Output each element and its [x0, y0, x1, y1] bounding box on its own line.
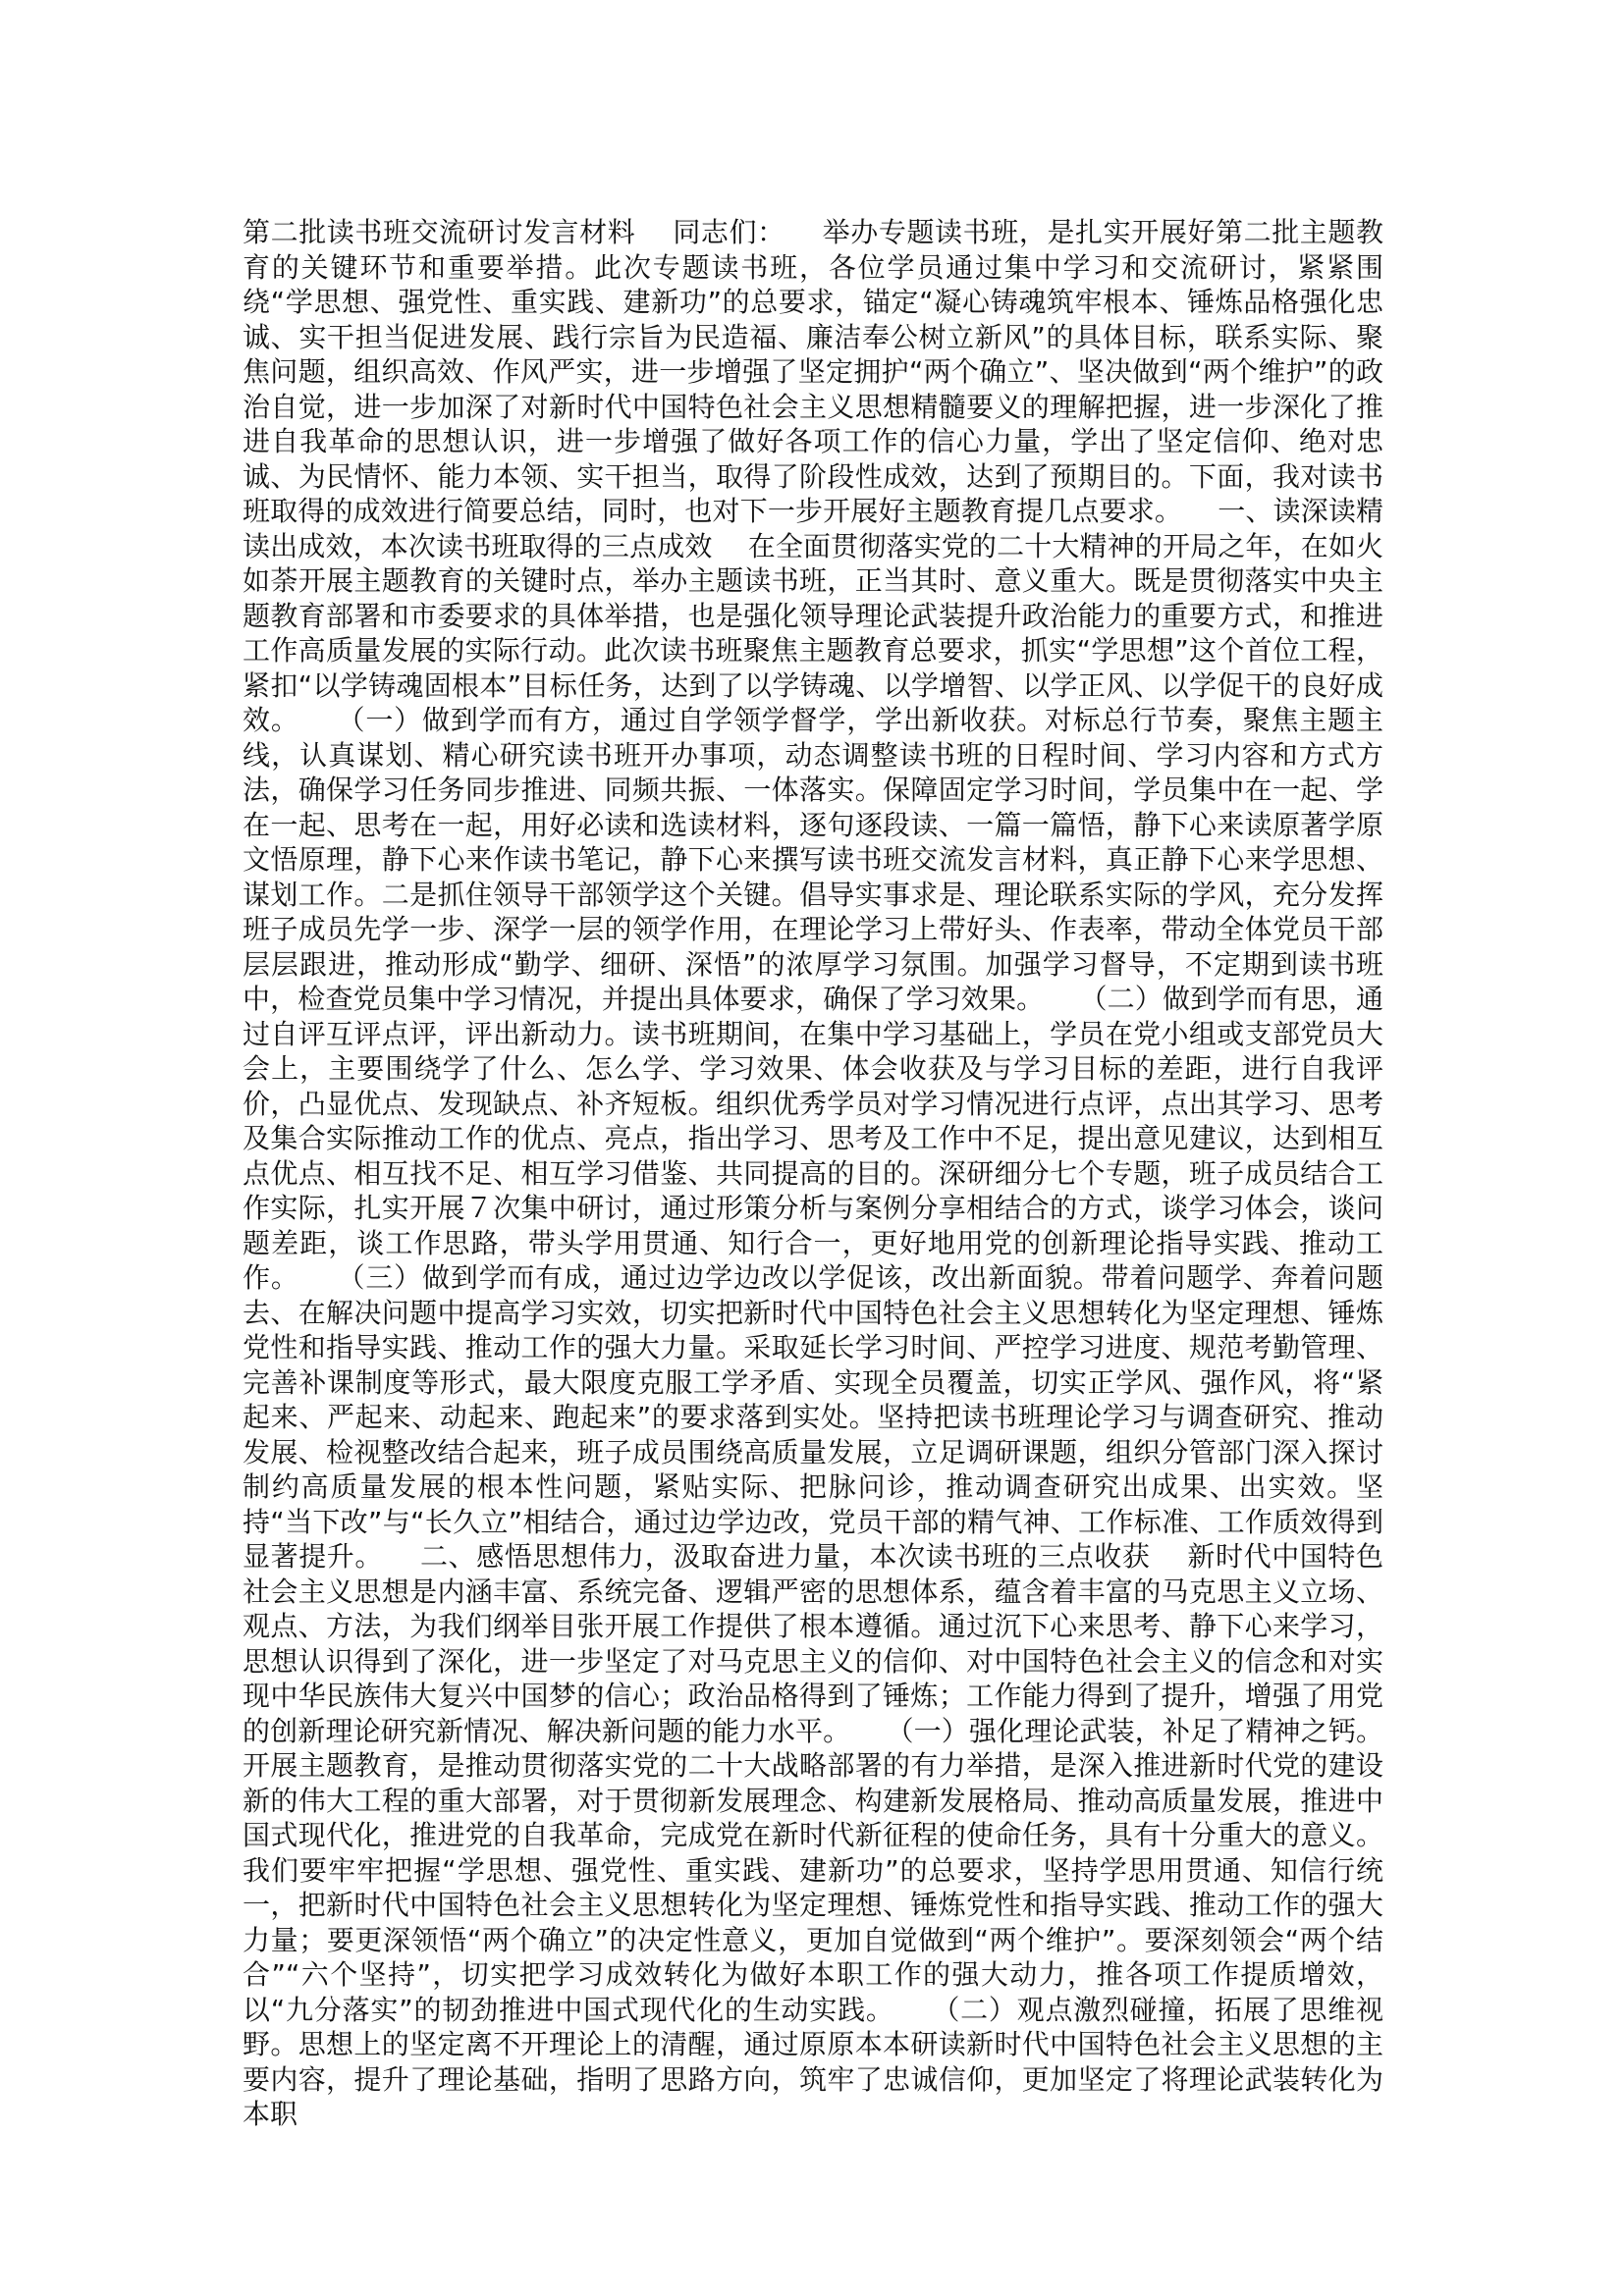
- body-text: 第二批读书班交流研讨发言材料 同志们： 举办专题读书班，是扎实开展好第二批主题教育的关键环节和重要举措。此次专题读书班，各位学员通过集中学习和交流研讨，紧紧围绕“学思想、强党性、重实践、建新功”的总要求，锚定“凝心铸魂筑牢根本、锤炼品格强化忠诚、实干担当促进发展、践行宗旨为民造福、廉洁奉公树立新风”的具体目标，联系实际、聚焦问题，组织高效、作风严实，进一步增强了坚定拥护“两个确立”、坚决做到“两个维护”的政治自觉，进一步加深了对新时代中国特色社会主义思想精髓要义的理解把握，进一步深化了推进自我革命的思想认识，进一步增强了做好各项工作的信心力量，学出了坚定信仰、绝对忠诚、为民情怀、能力本领、实干担当，取得了阶段性成效，达到了预期目的。下面，我对读书班取得的成效进行简要总结，同时，也对下一步开展好主题教育提几点要求。 一、读深读精读出成效，本次读书班取得的三点成效 在全面贯彻落实党的二十大精神的开局之年，在如火如荼开展主题教育的关键时点，举办主题读书班，正当其时、意义重大。既是贯彻落实中央主题教育部署和市委要求的具体举措，也是强化领导理论武装提升政治能力的重要方式，和推进工作高质量发展的实际行动。此次读书班聚焦主题教育总要求，抓实“学思想”这个首位工程，紧扣“以学铸魂固根本”目标任务，达到了以学铸魂、以学增智、以学正风、以学促干的良好成效。 （一）做到学而有方，通过自学领学督学，学出新收获。对标总行节奏，聚焦主题主线，认真谋划、精心研究读书班开办事项，动态调整读书班的日程时间、学习内容和方式方法，确保学习任务同步推进、同频共振、一体落实。保障固定学习时间，学员集中在一起、学在一起、思考在一起，用好必读和选读材料，逐句逐段读、一篇一篇悟，静下心来读原著学原文悟原理，静下心来作读书笔记，静下心来撰写读书班交流发言材料，真正静下心来学思想、谋划工作。二是抓住领导干部领学这个关键。倡导实事求是、理论联系实际的学风，充分发挥班子成员先学一步、深学一层的领学作用，在理论学习上带好头、作表率，带动全体党员干部层层跟进，推动形成“勤学、细研、深悟”的浓厚学习氛围。加强学习督导，不定期到读书班中，检查党员集中学习情况，并提出具体要求，确保了学习效果。 （二）做到学而有思，通过自评互评点评，评出新动力。读书班期间，在集中学习基础上，学员在党小组或支部党员大会上，主要围绕学了什么、怎么学、学习效果、体会收获及与学习目标的差距，进行自我评价，凸显优点、发现缺点、补齐短板。组织优秀学员对学习情况进行点评，点出其学习、思考及集合实际推动工作的优点、亮点，指出学习、思考及工作中不足，提出意见建议，达到相互点优点、相互找不足、相互学习借鉴、共同提高的目的。深研细分七个专题，班子成员结合工作实际，扎实开展７次集中研讨，通过形策分析与案例分享相结合的方式，谈学习体会，谈问题差距，谈工作思路，带头学用贯通、知行合一，更好地用党的创新理论指导实践、推动工作。 （三）做到学而有成，通过边学边改以学促该，改出新面貌。带着问题学、奔着问题去、在解决问题中提高学习实效，切实把新时代中国特色社会主义思想转化为坚定理想、锤炼党性和指导实践、推动工作的强大力量。采取延长学习时间、严控学习进度、规范考勤管理、完善补课制度等形式，最大限度克服工学矛盾、实现全员覆盖，切实正学风、强作风，将“紧起来、严起来、动起来、跑起来”的要求落到实处。坚持把读书班理论学习与调查研究、推动发展、检视整改结合起来，班子成员围绕高质量发展，立足调研课题，组织分管部门深入探讨制约高质量发展的根本性问题，紧贴实际、把脉问诊，推动调查研究出成果、出实效。坚持“当下改”与“长久立”相结合，通过边学边改，党员干部的精气神、工作标准、工作质效得到显著提升。 二、感悟思想伟力，汲取奋进力量，本次读书班的三点收获 新时代中国特色社会主义思想是内涵丰富、系统完备、逻辑严密的思想体系，蕴含着丰富的马克思主义立场、观点、方法，为我们纲举目张开展工作提供了根本遵循。通过沉下心来思考、静下心来学习，思想认识得到了深化，进一步坚定了对马克思主义的信仰、对中国特色社会主义的信念和对实现中华民族伟大复兴中国梦的信心；政治品格得到了锤炼；工作能力得到了提升，增强了用党的创新理论研究新情况、解决新问题的能力水平。 （一）强化理论武装，补足了精神之钙。开展主题教育，是推动贯彻落实党的二十大战略部署的有力举措，是深入推进新时代党的建设新的伟大工程的重大部署，对于贯彻新发展理念、构建新发展格局、推动高质量发展，推进中国式现代化，推进党的自我革命，完成党在新时代新征程的使命任务，具有十分重大的意义。我们要牢牢把握“学思想、强党性、重实践、建新功”的总要求，坚持学思用贯通、知信行统一，把新时代中国特色社会主义思想转化为坚定理想、锤炼党性和指导实践、推动工作的强大力量；要更深领悟“两个确立”的决定性意义，更加自觉做到“两个维护”。要深刻领会“两个结合”“六个坚持”，切实把学习成效转化为做好本职工作的强大动力，推各项工作提质增效，以“九分落实”的韧劲推进中国式现代化的生动实践。 （二）观点激烈碰撞，拓展了思维视野。思想上的坚定离不开理论上的清醒，通过原原本本研读新时代中国特色社会主义思想的主要内容，提升了理论基础，指明了思路方向，筑牢了忠诚信仰，更加坚定了将理论武装转化为本职: [243, 216, 1383, 2130]
